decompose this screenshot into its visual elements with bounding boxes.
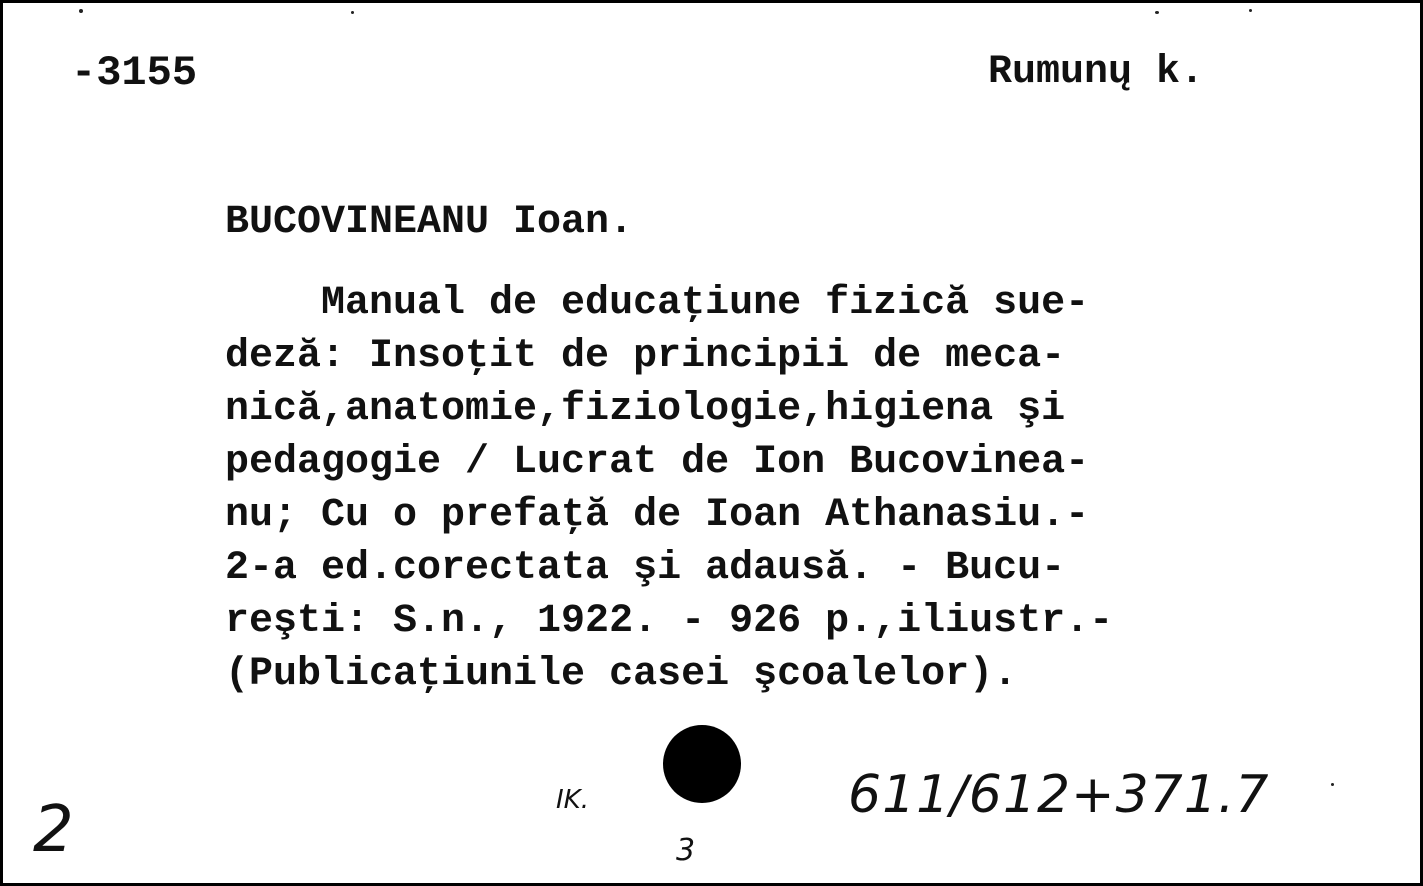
scan-speck xyxy=(351,11,354,14)
description-line: reşti: S.n., 1922. - 926 p.,iliustr.- xyxy=(225,599,1114,644)
punch-hole xyxy=(663,725,741,803)
language-label: Rumunų k. xyxy=(988,50,1205,95)
description-line: Manual de educaţiune fizică sue- xyxy=(225,281,1090,326)
handwritten-left-mark: 2 xyxy=(33,793,74,867)
scan-speck xyxy=(1331,783,1334,786)
handwritten-bottom-mark: 3 xyxy=(676,833,696,868)
author-heading: BUCOVINEANU Ioan. xyxy=(225,200,634,245)
bibliographic-description xyxy=(225,277,1113,701)
call-number: -3155 xyxy=(71,49,198,97)
description-line: pedagogie / Lucrat de Ion Bucovinea- xyxy=(225,440,1090,485)
handwritten-classification: 611/612+371.7 xyxy=(848,765,1270,825)
handwritten-ik-mark: IK. xyxy=(556,785,589,815)
scan-speck xyxy=(1155,11,1159,14)
description-line: 2-a ed.corectata şi adausă. - Bucu- xyxy=(225,546,1066,591)
description-line: nică,anatomie,fiziologie,higiena şi xyxy=(225,387,1066,432)
scan-speck xyxy=(79,9,83,13)
description-line: nu; Cu o prefaţă de Ioan Athanasiu.- xyxy=(225,493,1090,538)
description-line: deză: Insoţit de principii de meca- xyxy=(225,334,1066,379)
description-line: (Publicaţiunile casei şcoalelor). xyxy=(225,652,1018,697)
scan-speck xyxy=(1249,9,1252,12)
